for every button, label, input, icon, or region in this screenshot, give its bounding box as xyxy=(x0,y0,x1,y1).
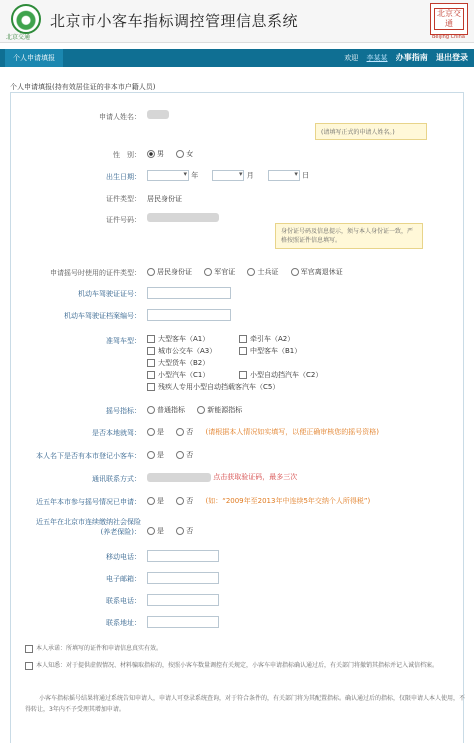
phone-input[interactable] xyxy=(147,594,219,606)
name-tip: (请填写正式的申请人姓名。) xyxy=(315,123,427,140)
gender-male-radio[interactable] xyxy=(147,150,155,158)
car-a1-label: 大型客车（A1） xyxy=(158,335,210,343)
car-class-label: 准驾车型： xyxy=(106,337,141,345)
prior-tip: (如：“2009年至2013年中连续5年交纳个人所得税”) xyxy=(205,497,371,505)
car-c1-checkbox[interactable] xyxy=(147,371,155,379)
phone-label: 联系电话： xyxy=(106,597,141,605)
dob-fields xyxy=(147,170,309,181)
prior-radios xyxy=(147,496,370,506)
car-a3-checkbox[interactable] xyxy=(147,347,155,355)
dob-year-select[interactable] xyxy=(147,170,189,181)
mobile-label: 移动电话： xyxy=(106,553,141,561)
social-yes-label: 是 xyxy=(157,527,164,535)
contact-verify-label: 通讯联系方式： xyxy=(92,475,141,483)
car-a2-checkbox[interactable] xyxy=(239,335,247,343)
local-radios xyxy=(147,427,379,437)
car-c2-checkbox[interactable] xyxy=(239,371,247,379)
owned-car-radios xyxy=(147,450,203,460)
hold-retired-radio[interactable] xyxy=(291,268,299,276)
nav-user-area xyxy=(338,49,468,67)
driver-license-label: 机动车驾驶证证号： xyxy=(78,290,141,298)
local-yes-radio[interactable] xyxy=(147,428,155,436)
owned-car-label: 本人名下是否有本市登记小客车： xyxy=(36,452,141,460)
agreement-notice xyxy=(25,660,465,671)
social-radios xyxy=(147,526,203,536)
hold-soldier-radio[interactable] xyxy=(247,268,255,276)
car-c5-label: 残疾人专用小型自动挡载客汽车（C5） xyxy=(158,383,280,391)
local-no-label: 否 xyxy=(186,428,194,436)
email-label: 电子邮箱： xyxy=(106,575,141,583)
tab-personal-apply[interactable]: 个人申请填报 xyxy=(5,49,63,67)
owned-yes-radio[interactable] xyxy=(147,451,155,459)
owned-no-radio[interactable] xyxy=(176,451,184,459)
hold-retired-label: 军官离退休证 xyxy=(300,268,343,276)
id-no-value xyxy=(147,213,219,222)
application-form xyxy=(10,92,464,743)
contact-verify-field xyxy=(147,472,297,482)
address-input[interactable] xyxy=(147,616,219,628)
local-label: 是否本地就驾： xyxy=(92,429,141,437)
welcome-text: 欢迎 xyxy=(344,54,359,62)
social-no-radio[interactable] xyxy=(176,527,184,535)
social-label: 近五年在北京市连续缴纳社会保险 xyxy=(36,518,141,526)
dob-month-select[interactable] xyxy=(212,170,244,181)
car-b2-label: 大型货车（B2） xyxy=(158,359,210,367)
verify-code-link[interactable]: 点击获取验证码，最多三次 xyxy=(213,473,298,481)
month-unit: 月 xyxy=(246,171,254,180)
agreement-commit xyxy=(25,643,465,654)
seal-caption: Beijing China xyxy=(432,34,465,40)
local-no-radio[interactable] xyxy=(176,428,184,436)
id-type-label: 证件类型： xyxy=(106,195,141,203)
apply-ev-label: 新能源指标 xyxy=(207,406,243,414)
gender-female-label: 女 xyxy=(186,150,194,158)
notice-text: 本人知悉：对于提供虚假情况、材料骗取指标的，按照小客车数量调控有关规定，小客车申请指标确认通过后，有关部门将撤销其指标并记入诚信档案。 xyxy=(36,662,439,669)
driver-file-input[interactable] xyxy=(147,309,231,321)
car-c2-label: 小型自动挡汽车（C2） xyxy=(250,371,323,379)
dob-day-select[interactable] xyxy=(268,170,300,181)
driver-license-input[interactable] xyxy=(147,287,231,299)
hold-officer-radio[interactable] xyxy=(204,268,212,276)
apply-type-label: 摇号指标： xyxy=(106,407,141,415)
name-value xyxy=(147,110,169,119)
contact-verify-input[interactable] xyxy=(147,473,211,482)
nav-bar xyxy=(0,49,474,67)
prior-label: 近五年本市参与摇号情况已申请： xyxy=(36,498,141,506)
beijing-transport-logo-icon xyxy=(11,4,41,34)
address-label: 联系地址： xyxy=(106,619,141,627)
owned-no-label: 否 xyxy=(186,451,194,459)
apply-ev-radio[interactable] xyxy=(197,406,205,414)
prior-no-radio[interactable] xyxy=(176,497,184,505)
email-input[interactable] xyxy=(147,572,219,584)
logout-link[interactable]: 退出登录 xyxy=(436,53,468,62)
year-unit: 年 xyxy=(191,171,199,180)
local-tip: (请根据本人情况如实填写，以便正确审核您的摇号资格) xyxy=(205,428,379,436)
hold-id-card-label: 居民身份证 xyxy=(157,268,192,276)
social-no-label: 否 xyxy=(186,527,194,535)
notice-checkbox[interactable] xyxy=(25,662,33,670)
logo-caption: 北京交通 xyxy=(6,34,31,41)
agreement-paragraph: 小客车指标摇号结果将通过系统告知申请人，申请人可登录系统查询，对于符合条件的，有关部门将为其配置指标。确认通过后的指标，仅限申请人本人使用，不得转让，3年内不予受理其增加申请。 xyxy=(25,695,466,713)
gender-radios xyxy=(147,149,203,159)
commit-checkbox[interactable] xyxy=(25,645,33,653)
user-name-link[interactable]: 李某某 xyxy=(366,54,388,62)
car-b1-checkbox[interactable] xyxy=(239,347,247,355)
system-title: 北京市小客车指标调控管理信息系统 xyxy=(50,12,299,30)
id-tip: 身份证号码及信息提示，须与本人身份证一致，严格按照证件信息填写。 xyxy=(275,223,423,249)
hold-soldier-label: 士兵证 xyxy=(257,268,279,276)
car-c1-label: 小型汽车（C1） xyxy=(158,371,210,379)
name-label: 申请人姓名： xyxy=(99,113,141,121)
hold-officer-label: 军官证 xyxy=(214,268,236,276)
apply-normal-label: 普通指标 xyxy=(157,406,185,414)
gender-label: 性 别： xyxy=(113,151,141,159)
gender-female-radio[interactable] xyxy=(176,150,184,158)
seal-text: 北京交通 xyxy=(434,8,464,30)
car-b1-label: 中型客车（B1） xyxy=(250,347,302,355)
id-no-label: 证件号码： xyxy=(106,216,141,224)
car-b2-checkbox[interactable] xyxy=(147,359,155,367)
social-label-2: (养老保险)： xyxy=(100,528,141,536)
dob-label: 出生日期： xyxy=(106,173,141,181)
beijing-seal-icon xyxy=(430,3,468,35)
section-title: 个人申请填报(持有效居住证的非本市户籍人员) xyxy=(10,83,156,91)
mobile-input[interactable] xyxy=(147,550,219,562)
owned-yes-label: 是 xyxy=(157,451,164,459)
local-yes-label: 是 xyxy=(157,428,164,436)
id-type-value: 居民身份证 xyxy=(147,195,182,203)
prior-yes-label: 是 xyxy=(157,497,164,505)
prior-yes-radio[interactable] xyxy=(147,497,155,505)
guide-link[interactable]: 办事指南 xyxy=(395,53,428,62)
prior-no-label: 否 xyxy=(186,497,194,505)
commit-text: 本人承诺：所填写的证件和申请信息真实有效。 xyxy=(36,645,163,652)
hold-type-radios xyxy=(147,267,353,277)
gender-male-label: 男 xyxy=(157,150,164,158)
driver-file-label: 机动车驾驶证档案编号： xyxy=(64,312,141,320)
car-a2-label: 牵引车（A2） xyxy=(250,335,295,343)
day-unit: 日 xyxy=(302,171,310,180)
social-yes-radio[interactable] xyxy=(147,527,155,535)
apply-normal-radio[interactable] xyxy=(147,406,155,414)
apply-type-radios xyxy=(147,405,252,415)
car-c5-checkbox[interactable] xyxy=(147,383,155,391)
car-a1-checkbox[interactable] xyxy=(147,335,155,343)
car-a3-label: 城市公交车（A3） xyxy=(158,347,217,355)
hold-id-card-radio[interactable] xyxy=(147,268,155,276)
hold-type-label: 申请摇号时使用的证件类型： xyxy=(50,269,141,277)
site-header xyxy=(0,0,474,43)
